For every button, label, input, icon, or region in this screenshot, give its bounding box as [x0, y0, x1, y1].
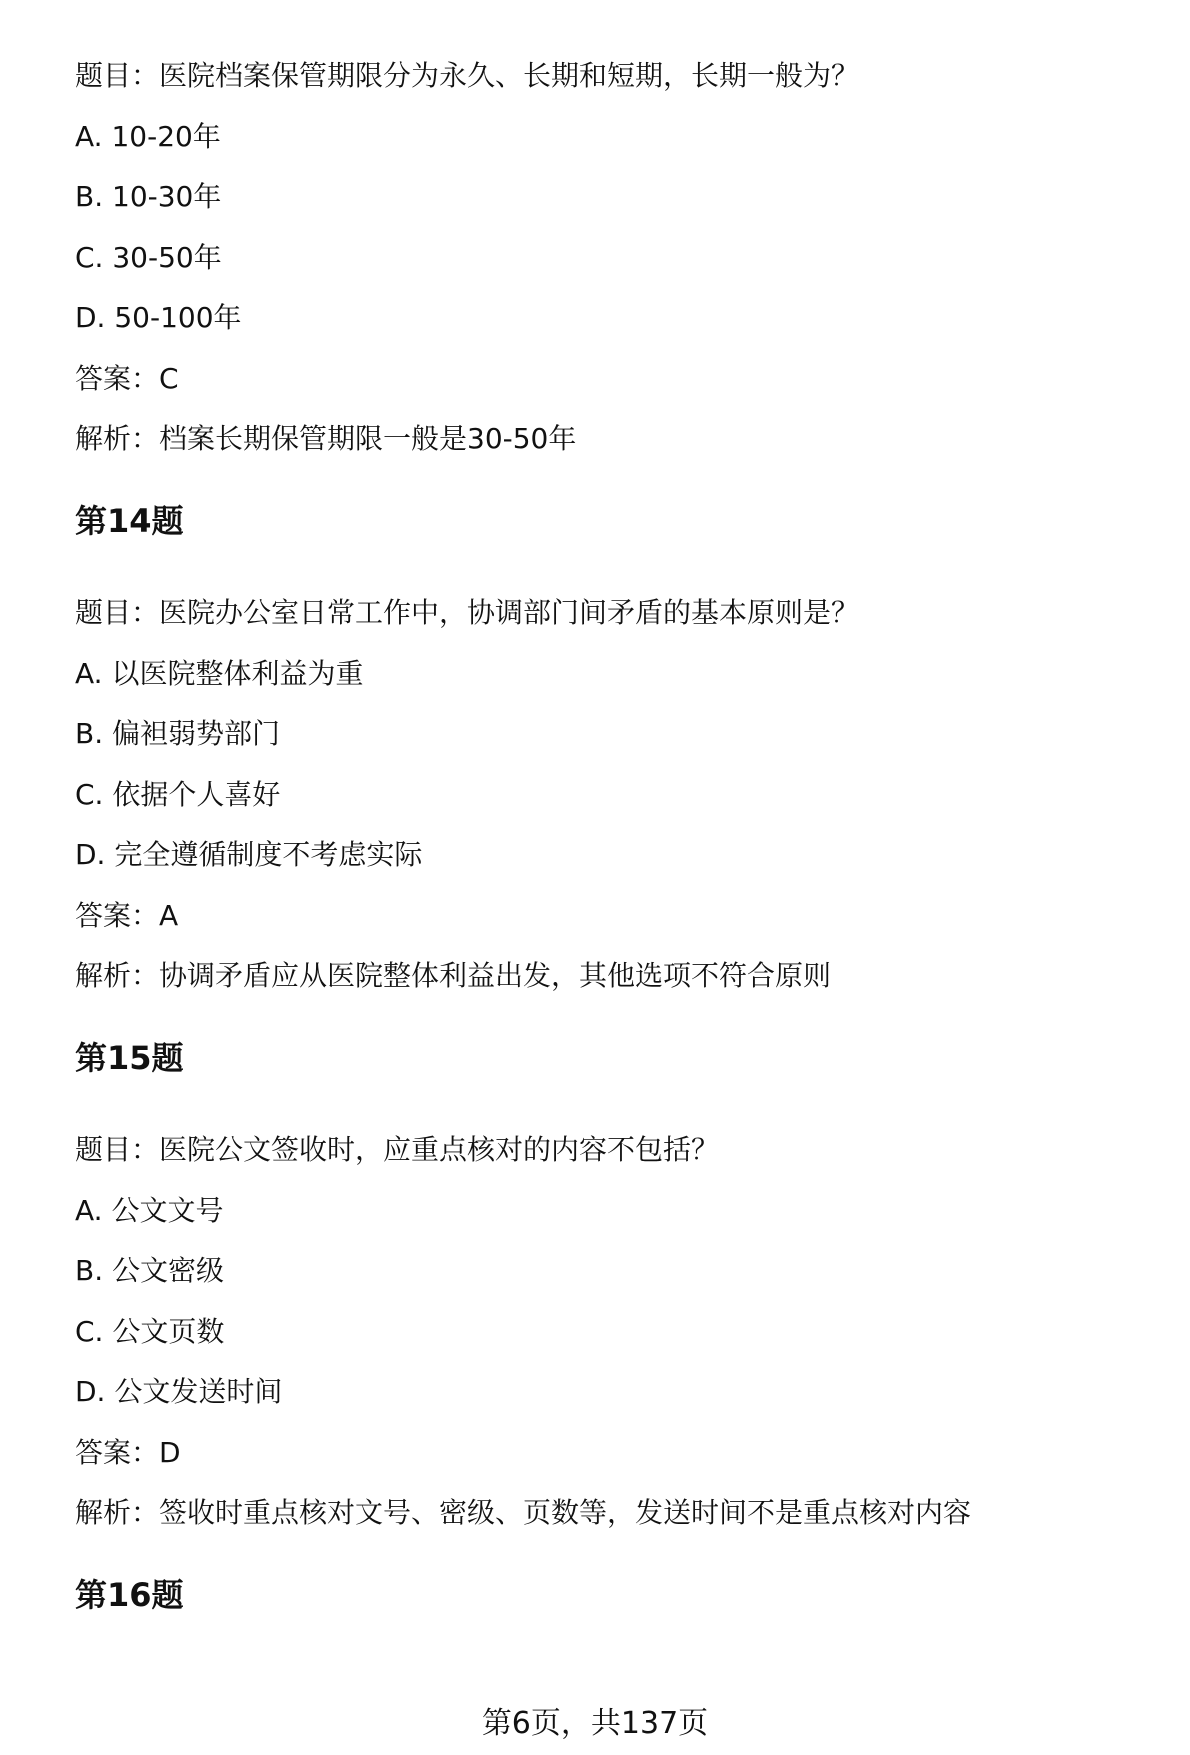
- question-block-14: [75, 499, 1135, 996]
- analysis-text: 解析：签收时重点核对文号、密级、页数等，发送时间不是重点核对内容: [75, 1496, 972, 1529]
- analysis-text: 解析：协调矛盾应从医院整体利益出发，其他选项不符合原则: [75, 959, 832, 992]
- option-d: D. 公文发送时间: [75, 1375, 283, 1408]
- option-b: B. 公文密级: [75, 1254, 225, 1287]
- answer-text: 答案：C: [75, 361, 179, 395]
- page-content: [75, 56, 1135, 1667]
- option-b: B. 10-30年: [75, 180, 222, 213]
- question-heading: 第14题: [75, 502, 184, 540]
- question-text: 题目：医院公文签收时，应重点核对的内容不包括？: [75, 1133, 720, 1166]
- question-text: 题目：医院档案保管期限分为永久、长期和短期，长期一般为？: [75, 59, 860, 92]
- option-a: A. 公文文号: [75, 1193, 224, 1227]
- analysis-text: 解析：档案长期保管期限一般是30-50年: [75, 422, 577, 455]
- page-number-footer: 第6页，共137页: [481, 1706, 709, 1741]
- option-d: D. 完全遵循制度不考虑实际: [75, 838, 423, 871]
- option-b: B. 偏袒弱势部门: [75, 717, 281, 750]
- question-heading: 第15题: [75, 1039, 184, 1077]
- answer-text: 答案：D: [75, 1435, 181, 1469]
- option-a: A. 10-20年: [75, 119, 221, 153]
- answer-text: 答案：A: [75, 898, 179, 932]
- question-text: 题目：医院办公室日常工作中，协调部门间矛盾的基本原则是？: [75, 596, 860, 629]
- question-heading: 第16题: [75, 1576, 184, 1614]
- option-d: D. 50-100年: [75, 301, 242, 334]
- question-block-13: [75, 56, 1135, 459]
- option-c: C. 30-50年: [75, 240, 222, 274]
- question-block-16: [75, 1573, 1135, 1617]
- option-c: C. 公文页数: [75, 1314, 225, 1348]
- question-block-15: [75, 1036, 1135, 1533]
- option-a: A. 以医院整体利益为重: [75, 656, 364, 690]
- option-c: C. 依据个人喜好: [75, 777, 281, 811]
